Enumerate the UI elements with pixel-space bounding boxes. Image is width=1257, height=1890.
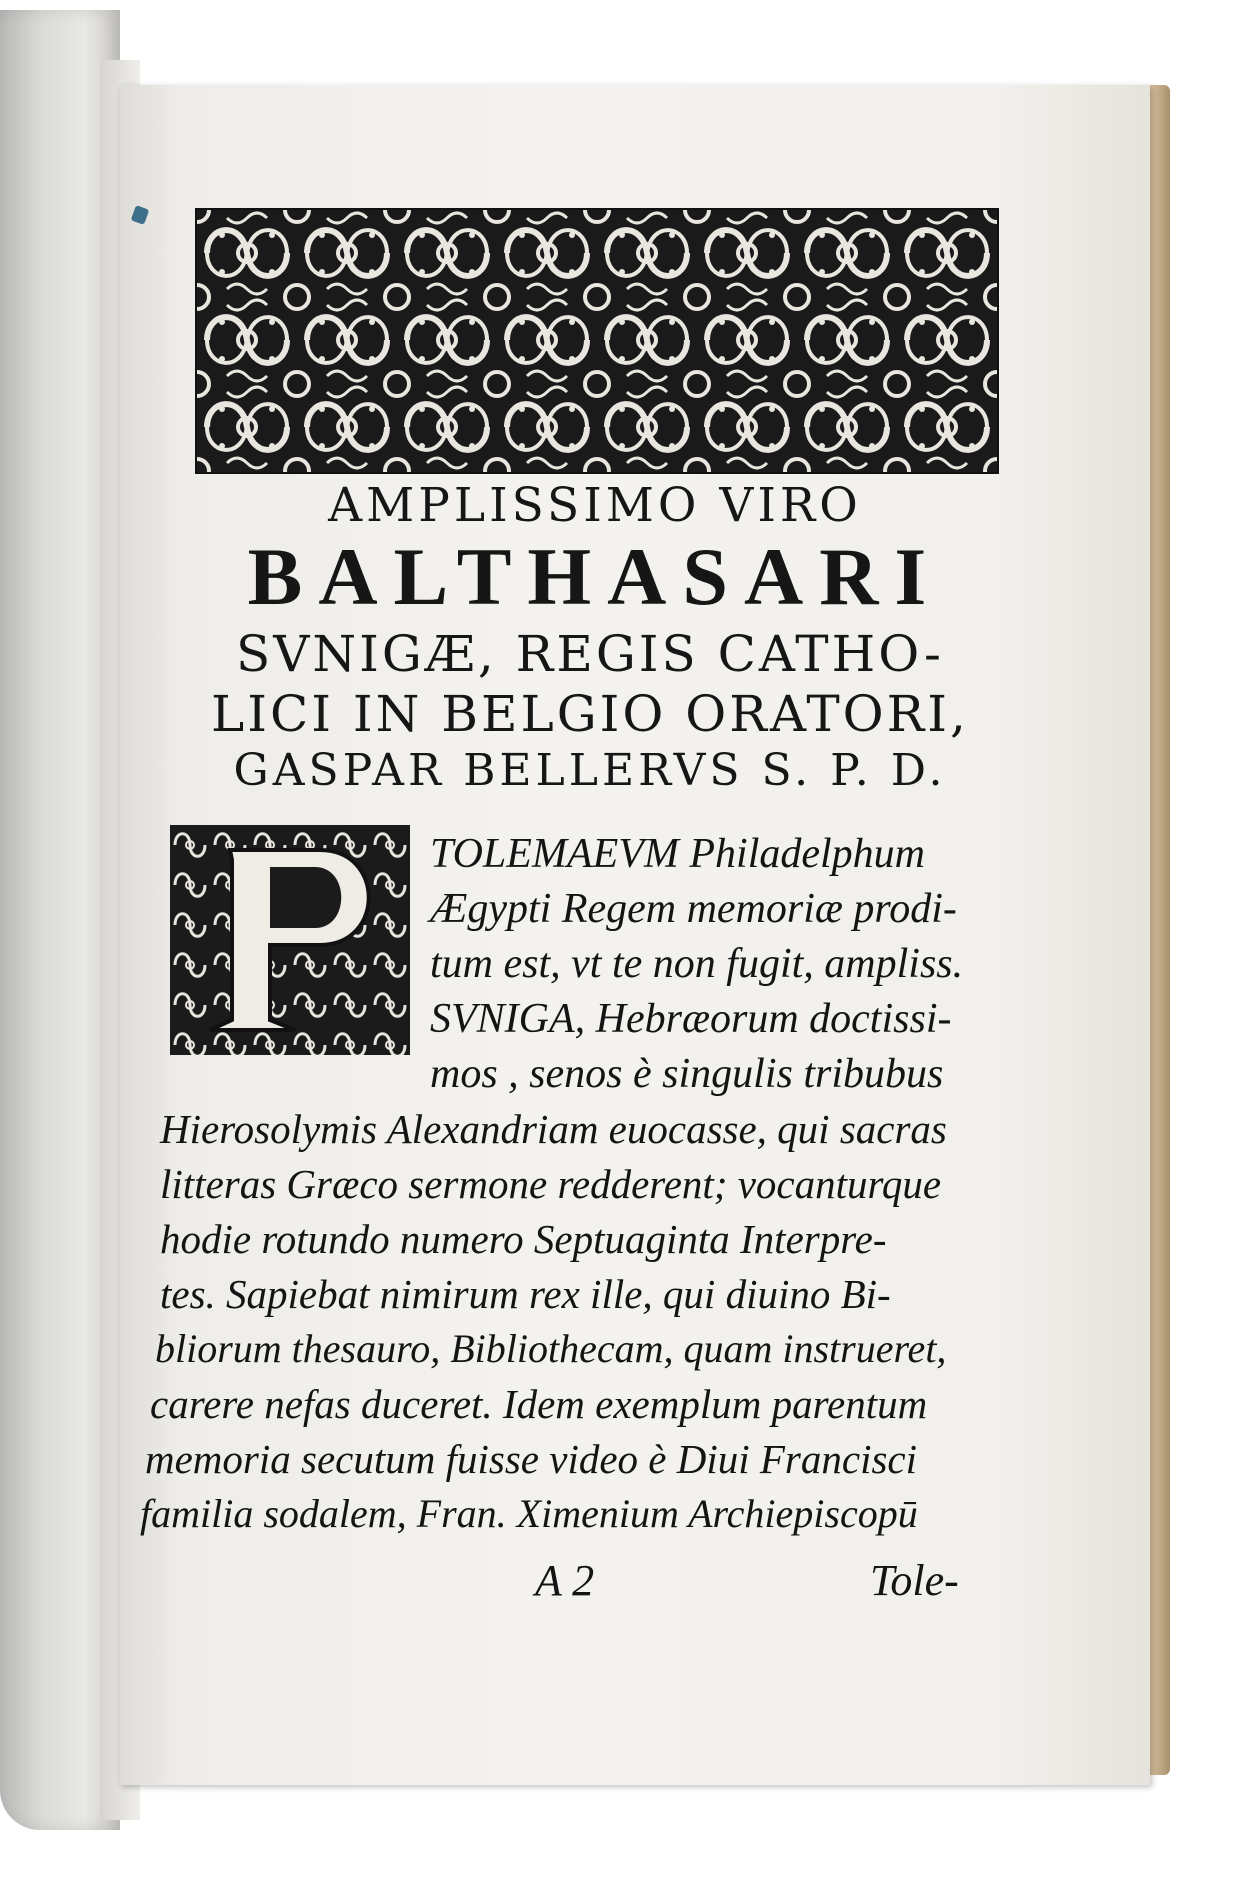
initial-p-graphic: [170, 825, 410, 1055]
body-line: hodie rotundo numero Septuaginta Interpre-: [160, 1216, 887, 1262]
body-line: carere nefas duceret. Idem exemplum parentum: [150, 1381, 928, 1427]
body-line: SVNIGA, Hebræorum doctissi-: [430, 996, 952, 1042]
woodcut-headpiece: [195, 208, 999, 474]
body-line: Hierosolymis Alexandriam euocasse, qui sacras: [160, 1106, 947, 1152]
body-line: tum est, vt te non fugit, ampliss.: [430, 941, 964, 987]
body-line: bliorum thesauro, Bibliothecam, quam instrueret,: [155, 1326, 947, 1371]
dedicatee-name: BALTHASARI: [247, 531, 943, 622]
body-line: tes. Sapiebat nimirum rex ille, qui diuino Bi-: [160, 1271, 891, 1317]
body-line: mos , senos è singulis tribubus: [430, 1051, 944, 1097]
signature-mark: A 2: [535, 1556, 595, 1605]
body-line: familia sodalem, Fran. Ximenium Archiepiscopū: [140, 1491, 918, 1536]
catchword: Tole-: [870, 1556, 959, 1605]
headpiece-pattern: [197, 210, 997, 472]
author-salutation: GASPAR BELLERVS S. P. D.: [233, 745, 947, 796]
body-line: Ægypti Regem memoriæ prodi-: [430, 886, 957, 932]
body-line: litteras Græco sermone redderent; vocanturque: [160, 1161, 942, 1207]
decorated-initial-p: [170, 825, 410, 1055]
dedication-line-1: AMPLISSIMO VIRO: [328, 478, 862, 533]
body-line: TOLEMAEVM Philadelphum: [430, 831, 926, 877]
dedication-line-3: SVNIGÆ, REGIS CATHO-: [236, 625, 944, 683]
dedication-line-4: LICI IN BELGIO ORATORI,: [211, 685, 969, 743]
body-line: memoria secutum fuisse video è Diui Francisci: [145, 1436, 918, 1482]
